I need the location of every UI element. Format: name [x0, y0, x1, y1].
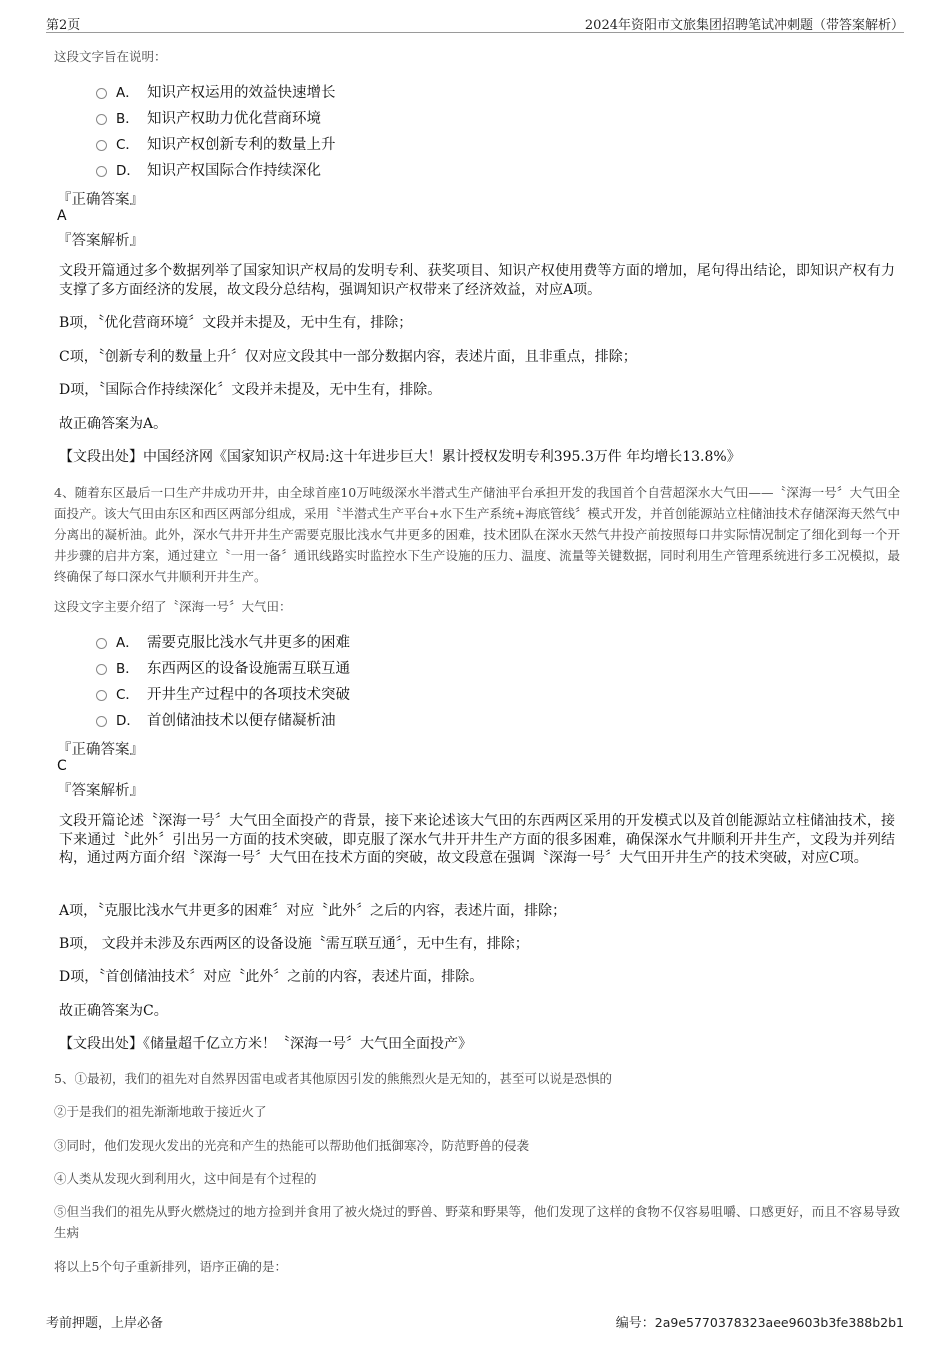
- question-stem: 4、随着东区最后一口生产井成功开井，由全球首座10万吨级深水半潜式生产储油平台承担开发的我国首个自营超深水大气田——〝深海一号〞大气田全面投产。该大气田由东区和西区两部分组成，采用〝半潜式生产平台+水下生产系统+海底管线〞模式开发，并首创能源站立柱储油技术存储深海天然气中分离出的凝析油。此外，深水气井开井生产需要克服比浅水气井更多的困难，技术团队在深水天然气井投产前按照每口井实际情况制定了细化到每一个开井步骤的启井方案，通过建立〝一用一备〞通讯线路实时监控水下生产设施的压力、温度、流量等关键数据，同时利用生产管理系统进行多工况模拟，最终确保了每口深水气井顺利开井生产。: [54, 485, 900, 584]
- option-text: 首创储油技术以便存储凝析油: [147, 712, 336, 729]
- option-letter: B．: [116, 661, 139, 677]
- option-d[interactable]: [96, 156, 336, 182]
- analysis-paragraph: 故正确答案为A。: [59, 416, 168, 432]
- option-letter: A．: [116, 635, 139, 651]
- answer-label: 『正确答案』: [57, 742, 144, 758]
- analysis-paragraph: B项，〝优化营商环境〞文段并未提及，无中生有，排除；: [59, 315, 413, 331]
- code-label: 编号：: [615, 1316, 655, 1331]
- footer-slogan: 考前押题，上岸必备: [46, 1316, 164, 1331]
- analysis-paragraph: A项，〝克服比浅水气井更多的困难〞对应〝此外〞之后的内容，表述片面，排除；: [59, 903, 567, 919]
- radio-icon[interactable]: [96, 114, 107, 125]
- option-letter: B．: [116, 111, 139, 127]
- radio-icon[interactable]: [96, 140, 107, 151]
- option-text: 开井生产过程中的各项技术突破: [147, 686, 350, 703]
- document-title: 2024年资阳市文旅集团招聘笔试冲刺题（带答案解析）: [584, 18, 904, 33]
- analysis-paragraph: C项，〝创新专利的数量上升〞仅对应文段其中一部分数据内容，表述片面，且非重点，排除；: [59, 349, 637, 365]
- option-text: 需要克服比浅水气井更多的困难: [147, 634, 350, 651]
- sentence-item: ⑤但当我们的祖先从野火燃烧过的地方捡到并食用了被火烧过的野兽、野菜和野果等，他们发现了这样的食物不仅容易咀嚼、口感更好，而且不容易导致生病: [54, 1204, 900, 1240]
- radio-icon[interactable]: [96, 166, 107, 177]
- radio-icon[interactable]: [96, 638, 107, 649]
- analysis-label: 『答案解析』: [57, 783, 144, 799]
- option-text: 东西两区的设备设施需互联互通: [147, 660, 350, 677]
- answer-value: C: [57, 758, 67, 774]
- option-letter: D．: [116, 163, 140, 179]
- option-text: 知识产权国际合作持续深化: [147, 162, 321, 179]
- option-b[interactable]: [96, 654, 350, 680]
- options-list: [96, 628, 350, 732]
- option-b[interactable]: [96, 104, 336, 130]
- question-prompt: 这段文字主要介绍了〝深海一号〞大气田：: [54, 599, 292, 614]
- analysis-paragraph: D项，〝国际合作持续深化〞文段并未提及，无中生有，排除。: [59, 382, 442, 398]
- option-a[interactable]: [96, 628, 350, 654]
- option-a[interactable]: [96, 78, 336, 104]
- source-citation: 【文段出处】《储量超千亿立方米！〝深海一号〞大气田全面投产》: [59, 1036, 472, 1052]
- analysis-paragraph: B项， 文段并未涉及东西两区的设备设施〝需互联互通〞，无中生有，排除；: [59, 936, 529, 952]
- option-letter: C．: [116, 687, 139, 703]
- radio-icon[interactable]: [96, 664, 107, 675]
- analysis-paragraph: D项，〝首创储油技术〞对应〝此外〞之前的内容，表述片面，排除。: [59, 969, 484, 985]
- radio-icon[interactable]: [96, 88, 107, 99]
- page-header: [46, 12, 904, 33]
- sentence-item: ②于是我们的祖先渐渐地敢于接近火了: [54, 1104, 267, 1119]
- code-value: 2a9e5770378323aee9603b3fe388b2b1: [654, 1315, 904, 1330]
- analysis-paragraph: 故正确答案为C。: [59, 1003, 168, 1019]
- answer-label: 『正确答案』: [57, 192, 144, 208]
- sentence-item: 5、①最初，我们的祖先对自然界因雷电或者其他原因引发的熊熊烈火是无知的，甚至可以说是恐惧的: [54, 1071, 612, 1086]
- options-list: [96, 78, 336, 182]
- analysis-paragraph: 文段开篇通过多个数据列举了国家知识产权局的发明专利、获奖项目、知识产权使用费等方面的增加，尾句得出结论，即知识产权有力支撑了多方面经济的发展，故文段分总结构，强调知识产权带来了经济效益，对应A项。: [59, 263, 895, 298]
- footer-code: [616, 1312, 904, 1331]
- option-c[interactable]: [96, 680, 350, 706]
- option-letter: C．: [116, 137, 139, 153]
- question-stem: 这段文字旨在说明：: [54, 49, 167, 64]
- analysis-label: 『答案解析』: [57, 233, 144, 249]
- sentence-item: ③同时，他们发现火发出的光亮和产生的热能可以帮助他们抵御寒冷，防范野兽的侵袭: [54, 1138, 530, 1153]
- option-letter: D．: [116, 713, 140, 729]
- answer-value: A: [57, 208, 67, 224]
- page-number: 第2页: [46, 18, 81, 33]
- option-d[interactable]: [96, 706, 350, 732]
- option-text: 知识产权运用的效益快速增长: [147, 84, 336, 101]
- source-citation: 【文段出处】中国经济网《国家知识产权局:这十年进步巨大！累计授权发明专利395.3万件 年均增长13.8%》: [59, 449, 741, 465]
- question-prompt: 将以上5个句子重新排列，语序正确的是：: [54, 1259, 287, 1274]
- option-text: 知识产权助力优化营商环境: [147, 110, 321, 127]
- radio-icon[interactable]: [96, 690, 107, 701]
- analysis-paragraph: 文段开篇论述〝深海一号〞大气田全面投产的背景，接下来论述该大气田的东西两区采用的开发模式以及首创能源站立柱储油技术，接下来通过〝此外〞引出另一方面的技术突破，即克服了深水气井开井生产方面的很多困难，确保深水气井顺利开井生产，文段为并列结构，通过两方面介绍〝深海一号〞大气田在技术方面的突破，故文段意在强调〝深海一号〞大气田开井生产的技术突破，对应C项。: [59, 813, 895, 866]
- option-text: 知识产权创新专利的数量上升: [147, 136, 336, 153]
- option-c[interactable]: [96, 130, 336, 156]
- sentence-item: ④人类从发现火到利用火，这中间是有个过程的: [54, 1171, 317, 1186]
- option-letter: A．: [116, 85, 139, 101]
- radio-icon[interactable]: [96, 716, 107, 727]
